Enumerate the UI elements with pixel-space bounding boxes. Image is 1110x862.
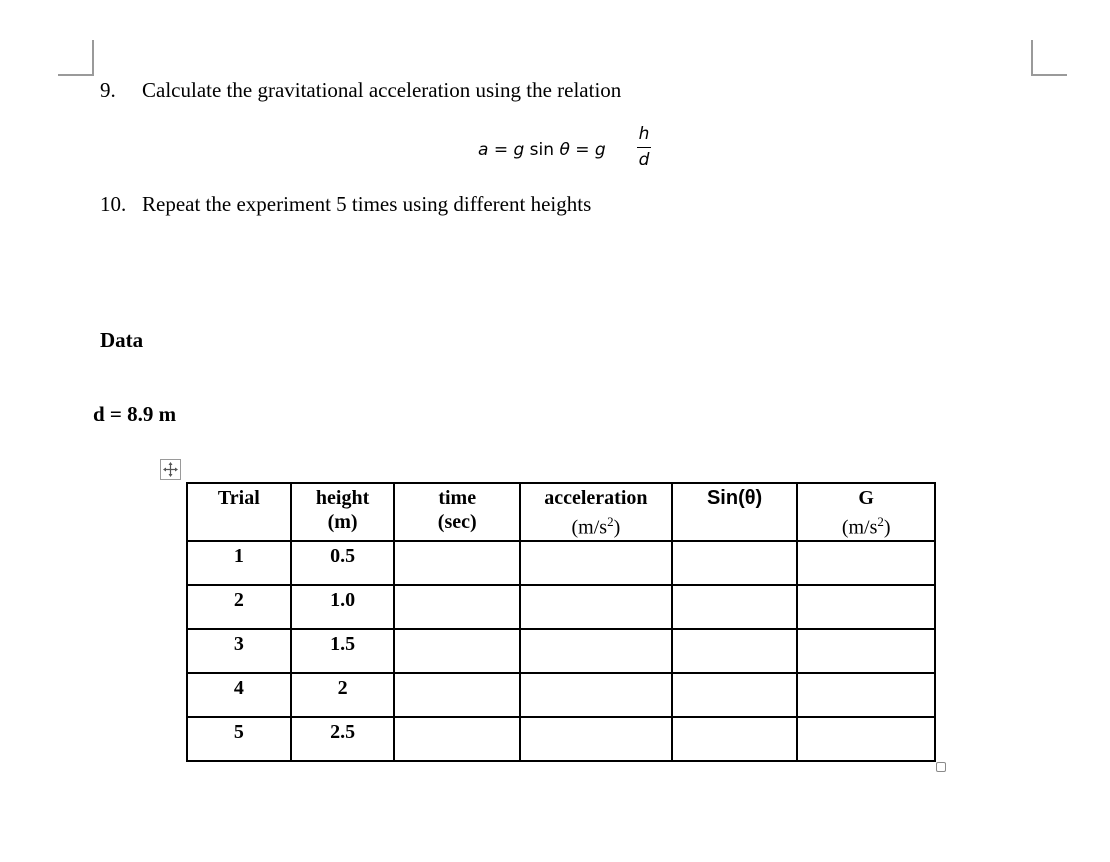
cell-sin[interactable]: [672, 629, 798, 673]
table-row: [187, 717, 935, 761]
cell-trial[interactable]: 2: [187, 585, 291, 629]
cell-acceleration[interactable]: [520, 673, 672, 717]
cell-sin[interactable]: [672, 585, 798, 629]
table-row: [187, 541, 935, 585]
cell-g[interactable]: [797, 717, 935, 761]
cell-trial[interactable]: 5: [187, 717, 291, 761]
step-10-number: 10.: [100, 192, 127, 216]
cell-height[interactable]: 1.5: [291, 629, 395, 673]
header-acceleration[interactable]: acceleration $(m/s^2)$: [520, 483, 672, 541]
cell-time[interactable]: [394, 673, 520, 717]
header-g[interactable]: G $(m/s^2)$: [797, 483, 935, 541]
step-10-text: Repeat the experiment 5 times using different heights: [142, 192, 592, 216]
cell-acceleration[interactable]: [520, 585, 672, 629]
step-10: [100, 191, 591, 217]
cell-time[interactable]: [394, 717, 520, 761]
table-row: [187, 629, 935, 673]
page-corner-mark-right: [1031, 40, 1067, 76]
cell-time[interactable]: [394, 541, 520, 585]
data-heading: Data: [100, 328, 144, 352]
cell-trial[interactable]: 1: [187, 541, 291, 585]
header-time[interactable]: time (sec): [394, 483, 520, 541]
cell-acceleration[interactable]: [520, 541, 672, 585]
cell-time[interactable]: [394, 585, 520, 629]
cell-time[interactable]: [394, 629, 520, 673]
formula-fraction: [634, 124, 654, 170]
header-height[interactable]: height (m): [291, 483, 395, 541]
table-header-row: [187, 483, 935, 541]
formula-lhs: a = g sin θ = g: [478, 140, 606, 160]
resize-handle-icon[interactable]: [936, 762, 946, 772]
cell-trial[interactable]: 3: [187, 629, 291, 673]
header-sin-theta[interactable]: Sin(θ): [672, 483, 798, 541]
fraction-denominator: d: [638, 150, 650, 170]
cell-acceleration[interactable]: [520, 717, 672, 761]
distance-value: d = 8.9 m: [93, 402, 177, 426]
cell-g[interactable]: [797, 585, 935, 629]
cell-g[interactable]: [797, 541, 935, 585]
cell-sin[interactable]: [672, 673, 798, 717]
cell-sin[interactable]: [672, 717, 798, 761]
cell-height[interactable]: 2: [291, 673, 395, 717]
fraction-bar: [637, 147, 651, 148]
table-row: [187, 673, 935, 717]
cell-sin[interactable]: [672, 541, 798, 585]
step-9-text: Calculate the gravitational acceleration using the relation: [142, 78, 622, 102]
cell-height[interactable]: 1.0: [291, 585, 395, 629]
step-9-number: 9.: [100, 78, 116, 102]
cell-trial[interactable]: 4: [187, 673, 291, 717]
cell-height[interactable]: 2.5: [291, 717, 395, 761]
move-arrows-icon[interactable]: [160, 459, 181, 480]
cell-g[interactable]: [797, 629, 935, 673]
fraction-numerator: h: [638, 124, 650, 144]
page-corner-mark-left: [58, 40, 94, 76]
table-row: [187, 585, 935, 629]
step-9: [100, 77, 621, 103]
cell-height[interactable]: 0.5: [291, 541, 395, 585]
header-trial[interactable]: Trial: [187, 483, 291, 541]
cell-g[interactable]: [797, 673, 935, 717]
data-table[interactable]: [186, 482, 936, 762]
cell-acceleration[interactable]: [520, 629, 672, 673]
